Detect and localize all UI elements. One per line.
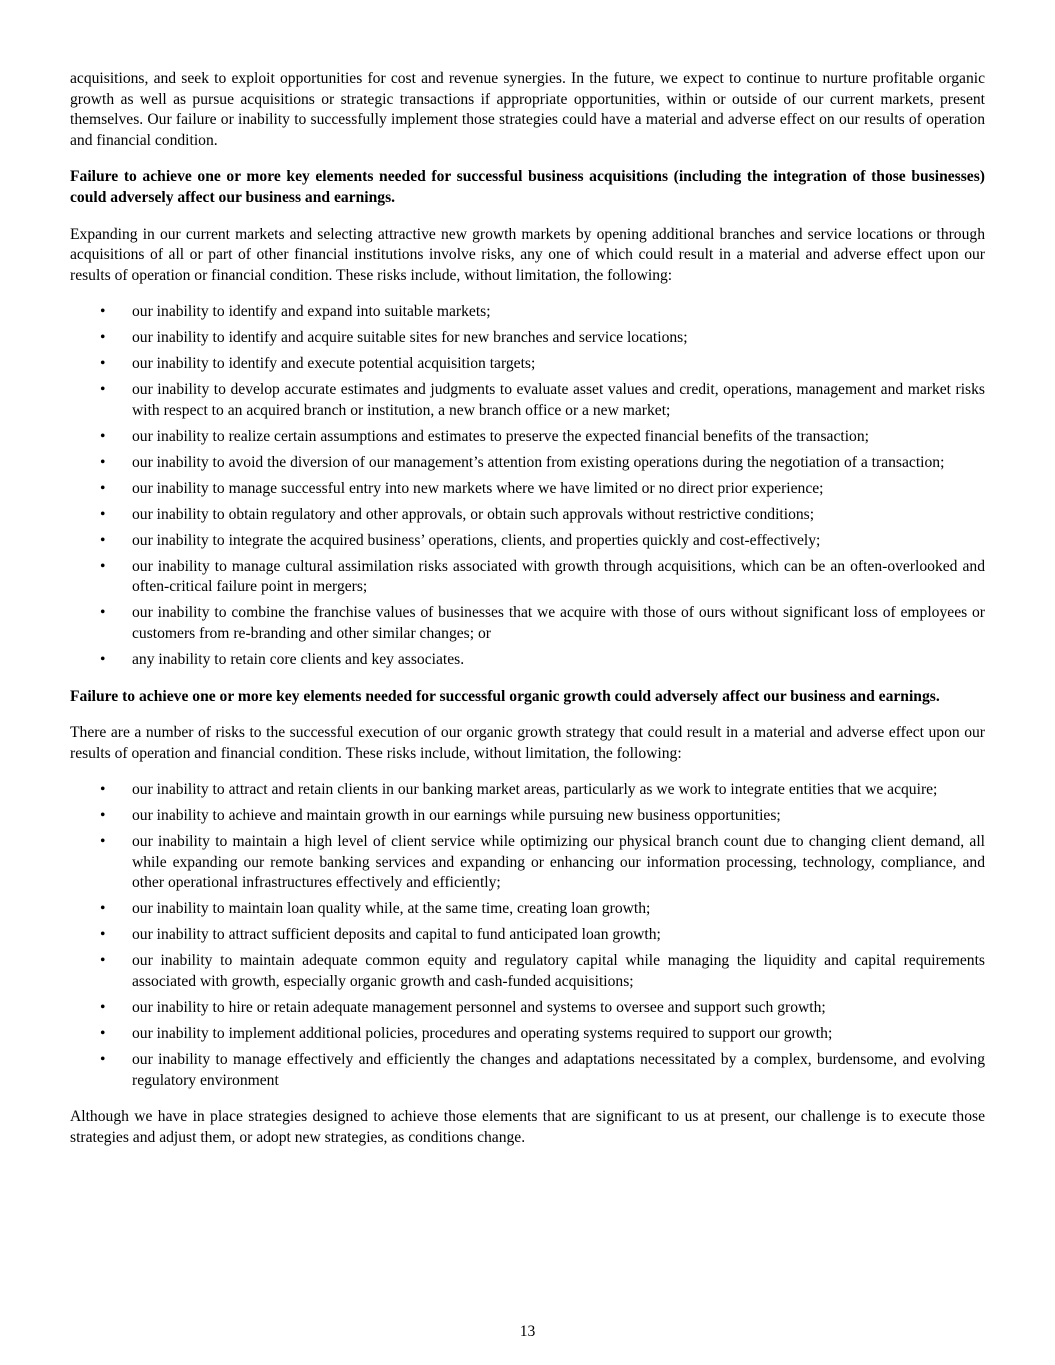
list-item	[70, 328, 985, 349]
page-number: 13	[519, 1323, 536, 1340]
list-item	[70, 650, 985, 671]
bullet-icon: •	[100, 781, 106, 799]
bullet-icon: •	[100, 557, 106, 575]
list-item	[70, 453, 985, 474]
bullet-icon: •	[100, 303, 106, 321]
bullet-icon: •	[100, 479, 106, 497]
list-item-text: our inability to manage cultural assimilation risks associated with growth through acquisitions, which can be an often-overlooked and often-critical failure point in mergers;	[132, 557, 985, 596]
bullet-icon: •	[100, 329, 106, 347]
section-organic-growth-intro: There are a number of risks to the successful execution of our organic growth strategy that could result in a material and adverse effect upon our results of operation and financial condition. These risks include, without limitation, the following:	[70, 724, 985, 762]
list-item	[70, 780, 985, 801]
section-organic-growth-heading: Failure to achieve one or more key elements needed for successful organic growth could adversely affect our business and earnings.	[70, 687, 940, 705]
list-item-text: our inability to obtain regulatory and other approvals, or obtain such approvals without restrictive conditions;	[132, 505, 815, 523]
bullet-icon: •	[100, 531, 106, 549]
bullet-icon: •	[100, 505, 106, 523]
list-item	[70, 603, 985, 644]
list-item-text: our inability to attract and retain clients in our banking market areas, particularly as we work to integrate entities that we acquire;	[132, 781, 938, 799]
list-item-text: our inability to maintain loan quality while, at the same time, creating loan growth;	[132, 900, 651, 918]
intro-paragraph: acquisitions, and seek to exploit opportunities for cost and revenue synergies. In the future, we expect to continue to nurture profitable organic growth as well as pursue acquisitions or strategic transactions if appropriate opportunities, within or outside of our current markets, present themselves. Our failure or inability to successfully implement those strategies could have a material and adverse effect on our results of operation and financial condition.	[70, 70, 985, 149]
bullet-icon: •	[100, 833, 106, 851]
list-item	[70, 951, 985, 992]
list-item-text: our inability to achieve and maintain growth in our earnings while pursuing new business opportunities;	[132, 807, 781, 825]
list-item-text: our inability to manage effectively and efficiently the changes and adaptations necessitated by a complex, burdensome, and evolving regulatory environment	[132, 1050, 985, 1089]
list-item-text: our inability to integrate the acquired business’ operations, clients, and properties quickly and cost-effectively;	[132, 531, 821, 549]
list-item-text: our inability to attract sufficient deposits and capital to fund anticipated loan growth;	[132, 926, 661, 944]
list-item	[70, 427, 985, 448]
list-item-text: our inability to combine the franchise values of businesses that we acquire with those of ours without significant loss of employees or customers from re-branding and other similar changes; or	[132, 604, 985, 642]
bullet-icon: •	[100, 952, 106, 970]
list-item	[70, 806, 985, 827]
list-item-text: our inability to hire or retain adequate management personnel and systems to oversee and support such growth;	[132, 999, 826, 1017]
list-item	[70, 531, 985, 552]
list-item-text: our inability to implement additional policies, procedures and operating systems required to support our growth;	[132, 1025, 833, 1042]
list-item-text: our inability to manage successful entry into new markets where we have limited or no direct prior experience;	[132, 479, 824, 497]
list-item-text: any inability to retain core clients and key associates.	[132, 650, 465, 668]
list-item	[70, 1024, 985, 1045]
list-item-text: our inability to identify and execute potential acquisition targets;	[132, 355, 536, 373]
bullet-icon: •	[100, 453, 106, 471]
bullet-icon: •	[100, 1050, 106, 1068]
list-item	[70, 505, 985, 526]
list-item	[70, 899, 985, 920]
bullet-icon: •	[100, 650, 106, 668]
list-item-text: our inability to maintain adequate common equity and regulatory capital while managing the liquidity and capital requirements associated with growth, especially organic growth and cash-funded acquisitions;	[132, 952, 985, 991]
list-item-text: our inability to avoid the diversion of our management’s attention from existing operations during the negotiation of a transaction;	[132, 453, 945, 471]
list-item-text: our inability to develop accurate estimates and judgments to evaluate asset values and credit, operations, management and market risks with respect to an acquired branch or institution, a new branch office or a new market;	[132, 381, 985, 419]
list-item-text: our inability to identify and expand into suitable markets;	[132, 303, 491, 321]
bullet-icon: •	[100, 807, 106, 825]
bullet-icon: •	[100, 427, 106, 445]
closing-paragraph: Although we have in place strategies designed to achieve those elements that are significant to us at present, our challenge is to execute those strategies and adjust them, or adopt new strategies, as conditions change.	[70, 1108, 985, 1146]
list-item	[70, 925, 985, 946]
bullet-icon: •	[100, 900, 106, 918]
bullet-icon: •	[100, 381, 106, 399]
bullet-icon: •	[100, 999, 106, 1017]
acquisition-risks-list	[70, 302, 985, 670]
list-item	[70, 302, 985, 323]
list-item-text: our inability to maintain a high level of client service while optimizing our physical branch count due to changing client demand, all while expanding our remote banking services and expanding or enhancing our information processing, technology, compliance, and other operational infrastructures effectively and efficiently;	[132, 833, 985, 892]
list-item	[70, 354, 985, 375]
section-acquisitions-intro: Expanding in our current markets and selecting attractive new growth markets by opening additional branches and service locations or through acquisitions of all or part of other financial institutions involve risks, any one of which could result in a material and adverse effect upon our results of operation or financial condition. These risks include, without limitation, the following:	[70, 225, 985, 284]
list-item	[70, 557, 985, 598]
section-acquisitions-heading: Failure to achieve one or more key elements needed for successful business acquisitions (including the integration of those businesses) could adversely affect our business and earnings.	[70, 168, 985, 206]
list-item	[70, 998, 985, 1019]
bullet-icon: •	[100, 604, 106, 622]
bullet-icon: •	[100, 926, 106, 944]
bullet-icon: •	[100, 355, 106, 373]
bullet-icon: •	[100, 1025, 106, 1042]
organic-growth-risks-list	[70, 780, 985, 1091]
document-page	[70, 69, 985, 1164]
list-item-text: our inability to identify and acquire suitable sites for new branches and service locations;	[132, 329, 688, 347]
list-item-text: our inability to realize certain assumptions and estimates to preserve the expected financial benefits of the transaction;	[132, 427, 869, 445]
list-item	[70, 380, 985, 421]
list-item	[70, 832, 985, 894]
list-item	[70, 479, 985, 500]
list-item	[70, 1050, 985, 1091]
